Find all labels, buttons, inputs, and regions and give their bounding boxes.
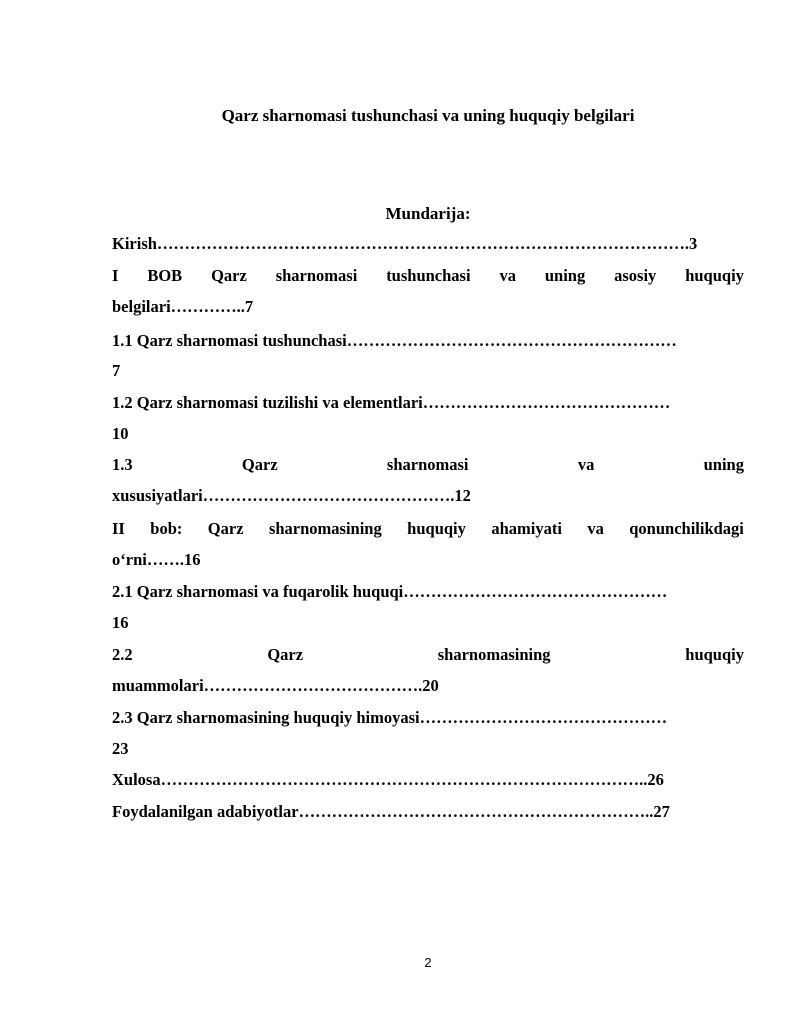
toc-entry-bob1-continuation: belgilari…………..7 xyxy=(112,297,254,316)
toc-entry-2-3-page: 23 xyxy=(112,739,129,758)
toc-word: va xyxy=(587,519,604,538)
toc-word: 1.3 xyxy=(112,455,133,474)
toc-word: va xyxy=(499,266,516,285)
toc-entry-bob2-continuation: o‘rni…….16 xyxy=(112,550,201,569)
toc-word: uning xyxy=(544,266,586,285)
toc-word: sharnomasi xyxy=(386,455,469,474)
toc-word: sharnomasining xyxy=(437,645,551,664)
page-number: 2 xyxy=(424,955,432,970)
toc-entry-2-2-continuation: muammolari………………………………….20 xyxy=(112,676,439,695)
toc-word: huquqiy xyxy=(685,645,744,664)
toc-heading: Mundarija: xyxy=(385,204,471,223)
toc-entry-xulosa: Xulosa……………………………………………………………………………..26 xyxy=(112,770,664,789)
toc-word: huquqiy xyxy=(407,519,466,538)
toc-word: qonunchilikdagi xyxy=(629,519,744,538)
toc-entry-1-1: 1.1 Qarz sharnomasi tushunchasi…………………………………………………… xyxy=(112,331,677,350)
toc-entry-1-3-continuation: xususiyatlari……………………………………….12 xyxy=(112,486,471,505)
toc-word: BOB xyxy=(147,266,183,285)
toc-entry-2-3: 2.3 Qarz sharnomasining huquqiy himoyasi……………………………………… xyxy=(112,708,668,727)
toc-entry-1-2-page: 10 xyxy=(112,424,129,443)
toc-word: 2.2 xyxy=(112,645,133,664)
toc-word: Qarz xyxy=(207,519,244,538)
toc-entry-1-2: 1.2 Qarz sharnomasi tuzilishi va elementlari……………………………………… xyxy=(112,393,671,412)
toc-word: huquqiy xyxy=(685,266,744,285)
toc-word: I xyxy=(112,266,119,285)
toc-entry-2-1: 2.1 Qarz sharnomasi va fuqarolik huquqi………………………………………… xyxy=(112,582,668,601)
toc-word: Qarz xyxy=(211,266,247,285)
toc-word: Qarz xyxy=(241,455,278,474)
toc-entry-1-3 xyxy=(112,453,744,477)
toc-entry-1-1-page: 7 xyxy=(112,361,121,380)
toc-word: II xyxy=(112,519,125,538)
toc-entry-bob1 xyxy=(112,264,744,288)
toc-entry-bob2 xyxy=(112,517,744,541)
toc-entry-2-2 xyxy=(112,643,744,667)
toc-word: Qarz xyxy=(267,645,304,664)
toc-word: asosiy xyxy=(614,266,657,285)
toc-word: sharnomasi xyxy=(275,266,358,285)
toc-word: bob: xyxy=(150,519,183,538)
toc-entry-adabiyotlar: Foydalanilgan adabiyotlar………………………………………………………..27 xyxy=(112,802,670,821)
toc-word: tushunchasi xyxy=(386,266,471,285)
toc-word: uning xyxy=(703,455,744,474)
toc-word: sharnomasining xyxy=(268,519,382,538)
toc-word: va xyxy=(577,455,595,474)
toc-word: ahamiyati xyxy=(491,519,562,538)
document-title: Qarz sharnomasi tushunchasi va uning huquqiy belgilari xyxy=(221,106,635,125)
toc-entry-kirish: Kirish…………………………………………………………………………………….3 xyxy=(112,234,698,253)
toc-entry-2-1-page: 16 xyxy=(112,613,129,632)
